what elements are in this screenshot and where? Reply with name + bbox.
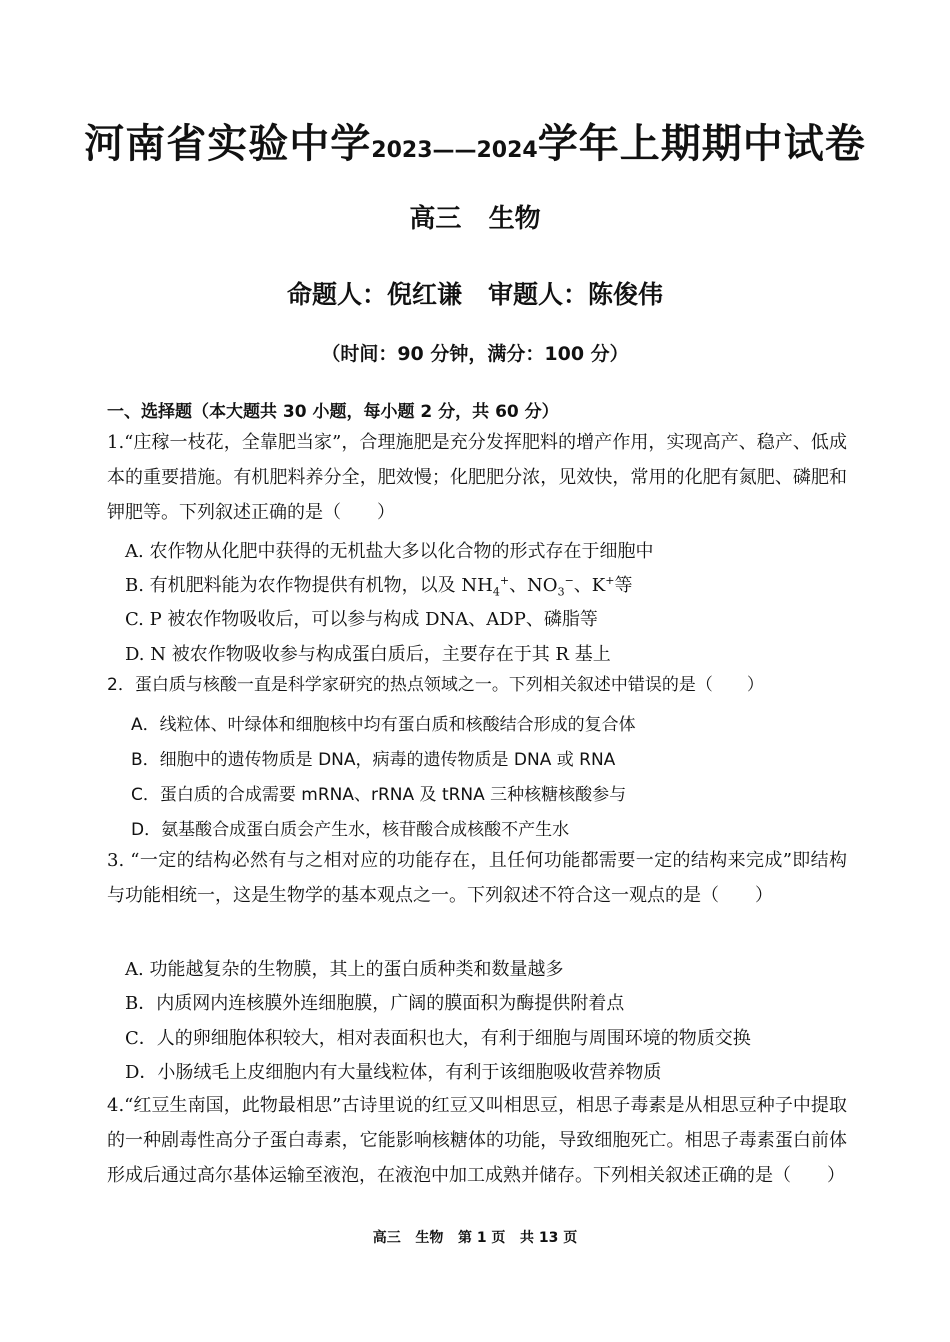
exam-subject: 高三 生物	[409, 204, 541, 234]
question-1-option-b: B. 有机肥料能为农作物提供有机物，以及 $NH_4^+$、$NO_3^-$、K+等	[125, 574, 633, 599]
question-1-option-c: C. P 被农作物吸收后，可以参与构成 DNA、ADP、磷脂等	[125, 609, 598, 630]
question-1-stem: 1.“庄稼一枝花，全靠肥当家”，合理施肥是充分发挥肥料的增产作用，实现高产、稳产、低成本的重要措施。有机肥料养分全，肥效慢；化肥肥分浓，见效快，常用的化肥有氮肥、磷肥和钾肥等。下列叙述正确的是（ ）	[107, 432, 847, 523]
title-term: 学年上期期中试卷	[537, 121, 866, 167]
title-school: 河南省实验中学	[84, 121, 372, 167]
question-3-option-c: C．人的卵细胞体积较大，相对表面积也大，有利于细胞与周围环境的物质交换	[125, 1028, 751, 1049]
question-4-stem: 4.“红豆生南国，此物最相思”古诗里说的红豆又叫相思豆，相思子毒素是从相思豆种子中提取的一种剧毒性高分子蛋白毒素，它能影响核糖体的功能，导致细胞死亡。相思子毒素蛋白前体形成后通过高尔基体运输至液泡，在液泡中加工成熟并储存。下列相关叙述正确的是（ ）	[107, 1095, 847, 1186]
section-heading: 一、选择题（本大题共 30 小题，每小题 2 分，共 60 分）	[107, 402, 559, 422]
exam-time-info: （时间：90 分钟，满分：100 分）	[321, 343, 629, 365]
page-footer: 高三 生物 第 1 页 共 13 页	[372, 1230, 578, 1246]
question-2-stem: 2．蛋白质与核酸一直是科学家研究的热点领域之一。下列相关叙述中错误的是（ ）	[107, 675, 764, 695]
title-year: 2023——2024	[371, 138, 538, 163]
question-3-option-b: B．内质网内连核膜外连细胞膜，广阔的膜面积为酶提供附着点	[125, 993, 625, 1014]
question-1-option-a: A. 农作物从化肥中获得的无机盐大多以化合物的形式存在于细胞中	[125, 541, 654, 562]
question-2-option-c: C．蛋白质的合成需要 mRNA、rRNA 及 tRNA 三种核糖核酸参与	[131, 785, 627, 805]
exam-authors: 命题人：倪红谦 审题人：陈俊伟	[286, 280, 664, 309]
question-3-stem: 3. “一定的结构必然有与之相对应的功能存在，且任何功能都需要一定的结构来完成”即结构与功能相统一，这是生物学的基本观点之一。下列叙述不符合这一观点的是（ ）	[107, 850, 847, 906]
question-3-option-d: D．小肠绒毛上皮细胞内有大量线粒体，有利于该细胞吸收营养物质	[125, 1062, 662, 1083]
question-1-option-d: D. N 被农作物吸收参与构成蛋白质后，主要存在于其 R 基上	[125, 644, 611, 665]
page-title	[0, 112, 950, 169]
question-3-option-a: A. 功能越复杂的生物膜，其上的蛋白质种类和数量越多	[125, 959, 564, 980]
question-2-option-d: D．氨基酸合成蛋白质会产生水，核苷酸合成核酸不产生水	[131, 820, 570, 840]
question-2-option-a: A．线粒体、叶绿体和细胞核中均有蛋白质和核酸结合形成的复合体	[131, 715, 636, 735]
question-2-option-b: B．细胞中的遗传物质是 DNA，病毒的遗传物质是 DNA 或 RNA	[131, 750, 616, 770]
